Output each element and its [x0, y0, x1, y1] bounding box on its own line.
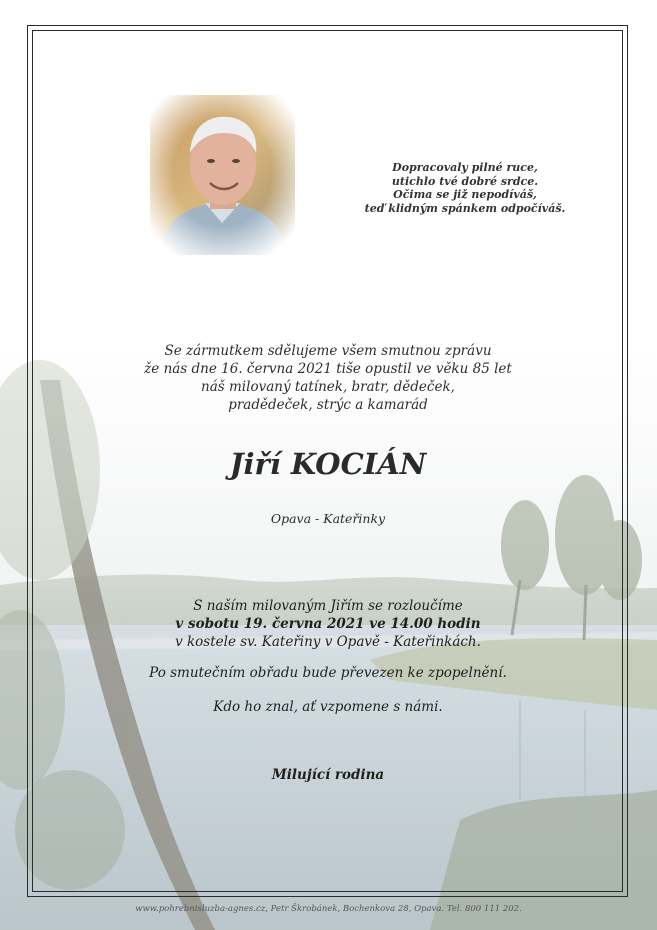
poem-line: teď klidným spánkem odpočíváš.: [364, 201, 566, 215]
ceremony-location: v kostele sv. Kateřiny v Opavě - Kateřinkách.: [175, 634, 481, 650]
ceremony-line: S naším milovaným Jiřím se rozloučíme: [193, 598, 463, 614]
announcement-line: pradědeček, strýc a kamarád: [228, 397, 428, 413]
poem-line: utichlo tvé dobré srdce.: [391, 174, 539, 188]
deceased-name: Jiří KOCIÁN: [229, 447, 427, 481]
family-signature: Milující rodina: [271, 767, 385, 783]
announcement-line: náš milovaný tatínek, bratr, dědeček,: [201, 379, 455, 395]
memorial-poem: [345, 161, 585, 215]
funeral-ceremony-info: [120, 597, 536, 651]
announcement-line: že nás dne 16. června 2021 tiše opustil ve věku 85 let: [144, 361, 512, 377]
remember-note: Kdo ho znal, ať vzpomene s námi.: [213, 699, 443, 715]
deceased-place: Opava - Kateřinky: [270, 511, 386, 526]
poem-line: Očima se již nepodíváš,: [393, 188, 537, 201]
cremation-note: Po smutečním obřadu bude převezen ke zpopelnění.: [149, 665, 507, 681]
ceremony-date-time: v sobotu 19. června 2021 ve 14.00 hodin: [175, 616, 481, 632]
announcement-line: Se zármutkem sdělujeme všem smutnou zprávu: [164, 343, 492, 359]
death-announcement: [120, 342, 536, 414]
funeral-service-footer: www.pohrebnisluzba-agnes.cz, Petr Škrobánek, Bochenkova 28, Opava. Tel. 800 111 202.: [135, 904, 522, 914]
poem-line: Dopracovaly pilné ruce,: [392, 161, 538, 174]
portrait-photo: [150, 95, 295, 255]
